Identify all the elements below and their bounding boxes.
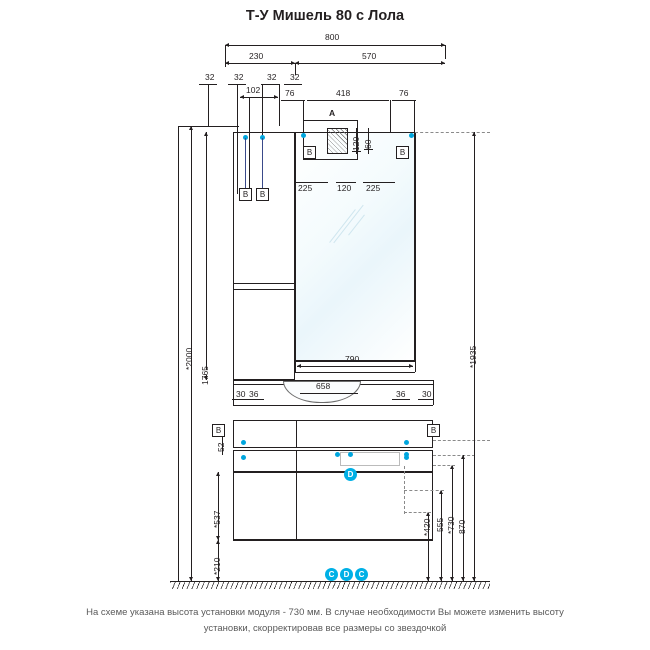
ext-line-left-800 xyxy=(225,45,226,59)
arrow-down-420 xyxy=(426,577,430,581)
dim-line-790 xyxy=(297,366,413,367)
dim-line-76-b xyxy=(392,100,416,101)
dim-label-30-a: 30 xyxy=(236,389,246,399)
leader-b-left-2 xyxy=(262,138,263,188)
ext-line-right-800 xyxy=(445,45,446,59)
marker-b-vanity-left: B xyxy=(212,424,225,437)
footnote: На схеме указана высота установки модуля - 730 мм. В случае необходимости Вы можете изменить высоту установки, скорректировав все размеры со звездочкой xyxy=(86,607,564,635)
dim-line-102 xyxy=(240,97,278,98)
ref-line-plumb-vertical xyxy=(404,466,405,514)
ext-v-8 xyxy=(414,100,415,132)
dim-line-230 xyxy=(225,63,295,64)
dim-label-230: 230 xyxy=(249,51,264,61)
arrow-up-2000 xyxy=(189,126,193,130)
floor-hatching xyxy=(170,582,490,589)
ext-v-7 xyxy=(390,100,391,132)
dim-label-225-a: 225 xyxy=(298,183,313,193)
dim-label-32-b: 32 xyxy=(234,72,244,82)
dim-label-210: *210 xyxy=(212,557,222,575)
arrow-up-1935 xyxy=(472,132,476,136)
ext-v-1 xyxy=(208,84,209,126)
dim-line-570 xyxy=(295,63,445,64)
dim-label-420: *420 xyxy=(422,518,432,536)
frame-left-tick xyxy=(225,59,226,67)
plumb-dot-1 xyxy=(335,452,340,457)
plumb-dot-3 xyxy=(404,452,409,457)
dim-line-36-a xyxy=(246,399,264,400)
arrow-down-870 xyxy=(461,577,465,581)
marker-b-top-2: B xyxy=(396,146,409,159)
dim-label-1765: 1765 xyxy=(200,366,210,385)
dim-line-658 xyxy=(300,393,358,394)
arrow-up-210 xyxy=(216,540,220,544)
mirror-lower-left xyxy=(295,361,296,372)
arrow-up-537 xyxy=(216,472,220,476)
dim-label-36-b: 36 xyxy=(396,389,406,399)
arrow-down-1935 xyxy=(472,577,476,581)
dim-label-1935: *1935 xyxy=(468,345,478,368)
dim-label-120: 120 xyxy=(337,183,352,193)
mirror-lower-frame xyxy=(295,372,415,373)
dim-label-225-b: 225 xyxy=(366,183,381,193)
ref-line-730 xyxy=(433,465,455,466)
marker-b-top-1: B xyxy=(303,146,316,159)
dim-line-36-b xyxy=(392,399,410,400)
marker-c-bottom-1: C xyxy=(325,568,338,581)
leader-b-left-1 xyxy=(245,138,246,188)
arrow-down-555 xyxy=(439,577,443,581)
marker-d-bottom: D xyxy=(340,568,353,581)
dim-label-555: 555 xyxy=(435,517,445,532)
dim-label-32-c: 32 xyxy=(267,72,277,82)
dim-label-800: 800 xyxy=(325,32,340,42)
vanity-bottom-line xyxy=(233,540,433,541)
mirror-right-edge xyxy=(415,132,416,361)
dim-label-76-a: 76 xyxy=(285,88,295,98)
mirror-lower-right xyxy=(415,361,416,372)
arrow-down-2000 xyxy=(189,577,193,581)
ref-line-vanity-right xyxy=(433,440,490,441)
dim-line-30-b xyxy=(418,399,434,400)
plumb-dot-2 xyxy=(348,452,353,457)
dim-v-line-555 xyxy=(441,490,442,581)
dim-label-658: 658 xyxy=(316,381,331,391)
tall-cabinet xyxy=(233,132,295,380)
guide-line-top xyxy=(178,126,239,127)
dim-label-76-b: 76 xyxy=(399,88,409,98)
marker-label-a: A xyxy=(329,108,336,118)
dim-line-32-d xyxy=(284,84,302,85)
dim-label-52: 52 xyxy=(216,442,226,452)
vanity-bottom-divider xyxy=(296,472,297,540)
arrow-left-102 xyxy=(240,95,244,99)
arrow-up-870 xyxy=(461,455,465,459)
dim-label-32-d: 32 xyxy=(290,72,300,82)
dim-v-60-small xyxy=(368,128,369,154)
dim-line-418 xyxy=(307,100,389,101)
marker-d-vanity: D xyxy=(344,468,357,481)
vanity-drawer-divider xyxy=(296,450,297,472)
dim-v-line-537 xyxy=(218,472,219,540)
arrow-down-1765 xyxy=(204,376,208,380)
marker-b-left-1: B xyxy=(239,188,252,201)
ref-line-top-right xyxy=(415,132,490,133)
counter-right-edge xyxy=(433,380,434,405)
arrow-up-1765 xyxy=(204,132,208,136)
dim-label-730: *730 xyxy=(446,516,456,534)
dim-label-870: 870 xyxy=(457,519,467,534)
dim-label-790: 790 xyxy=(345,354,360,364)
counter-left-edge xyxy=(233,380,234,405)
arrow-left-790 xyxy=(297,364,301,368)
dim-line-76-a xyxy=(281,100,305,101)
dim-label-537: *537 xyxy=(212,510,222,528)
marker-b-left-2: B xyxy=(256,188,269,201)
ext-v-5 xyxy=(279,84,280,126)
dim-v-line-1765 xyxy=(206,132,207,370)
dim-line-30-a xyxy=(232,399,246,400)
dim-label-418: 418 xyxy=(336,88,351,98)
marker-c-bottom-2: C xyxy=(355,568,368,581)
arrow-right-102 xyxy=(274,95,278,99)
fixing-dot-5 xyxy=(241,440,246,445)
mirror-panel xyxy=(295,132,415,361)
arrow-down-730 xyxy=(450,577,454,581)
tall-cabinet-shelf-line-2 xyxy=(233,289,295,290)
fixing-dot-6 xyxy=(404,440,409,445)
dim-v-line-870 xyxy=(463,455,464,581)
fixing-dot-1 xyxy=(301,133,306,138)
fixing-dot-2 xyxy=(409,133,414,138)
dim-line-800 xyxy=(225,45,445,46)
dim-label-30-b: 30 xyxy=(422,389,432,399)
counter-underline xyxy=(233,405,433,406)
dim-line-32-c xyxy=(261,84,279,85)
ref-line-420 xyxy=(404,512,431,513)
dim-label-570: 570 xyxy=(362,51,377,61)
ref-line-555 xyxy=(404,490,444,491)
dim-v-120-small xyxy=(356,128,357,154)
tall-cabinet-shelf-line xyxy=(233,283,295,284)
vanity-drawer-bottom xyxy=(233,472,433,540)
marker-b-vanity-right: B xyxy=(427,424,440,437)
dim-label-32-a: 32 xyxy=(205,72,215,82)
fixing-dot-7 xyxy=(241,455,246,460)
ref-line-vanity-right-2 xyxy=(433,455,475,456)
arrow-right-570 xyxy=(441,61,445,65)
dim-label-36-a: 36 xyxy=(249,389,259,399)
vanity-drawer-top xyxy=(233,450,433,472)
dim-label-2000: *2000 xyxy=(184,347,194,370)
arrow-down-210 xyxy=(216,577,220,581)
vanity-upper-band xyxy=(233,420,433,448)
dim-label-102: 102 xyxy=(246,85,261,95)
page-title: Т-У Мишель 80 с Лола xyxy=(245,8,405,24)
vanity-upper-divider xyxy=(296,420,297,448)
arrow-right-790 xyxy=(409,364,413,368)
